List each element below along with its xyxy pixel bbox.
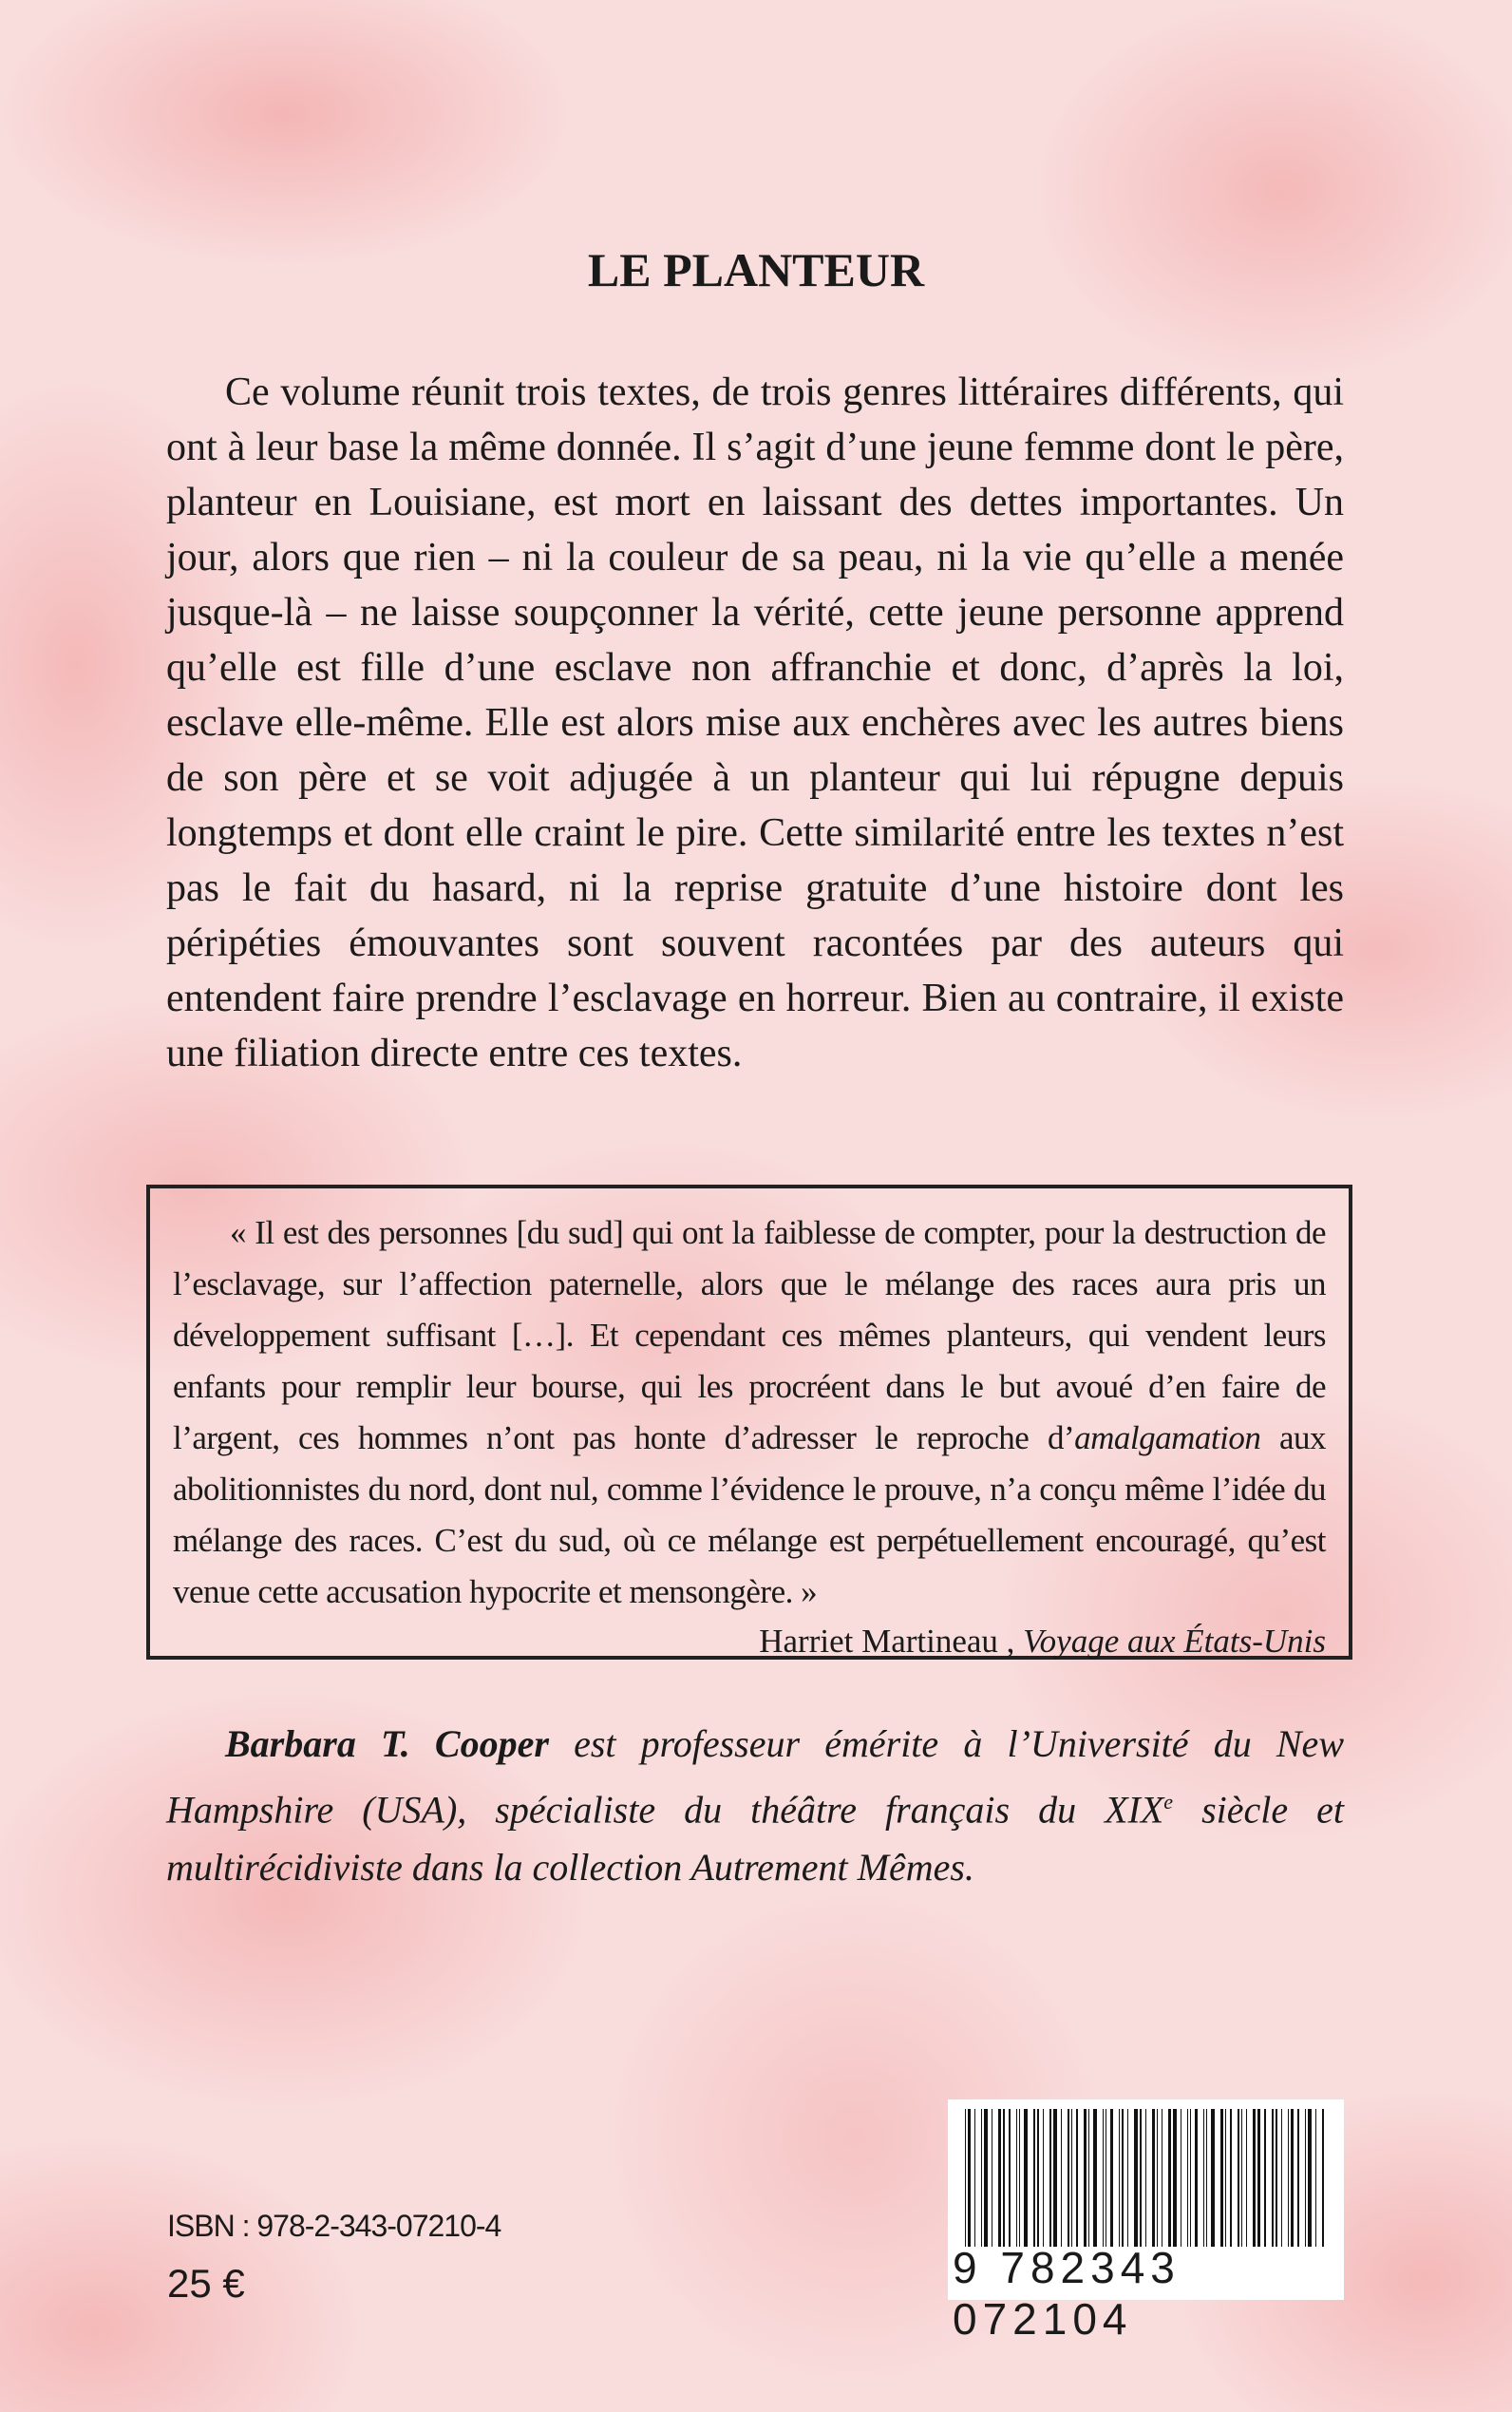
barcode-bar — [1134, 2109, 1138, 2247]
quote-source: Voyage aux États-Unis — [1023, 1623, 1326, 1660]
barcode-bars — [965, 2109, 1326, 2247]
barcode-bar — [1103, 2109, 1104, 2247]
barcode-bar — [1272, 2109, 1275, 2247]
barcode-bar — [1053, 2109, 1057, 2247]
quote-author: Harriet Martineau , — [759, 1623, 1015, 1660]
barcode-bar — [1246, 2109, 1247, 2247]
barcode-bar — [1206, 2109, 1207, 2247]
barcode-bar — [1157, 2109, 1158, 2247]
barcode-bar — [981, 2109, 982, 2247]
barcode-bar — [1211, 2109, 1215, 2247]
barcode-bar — [998, 2109, 1001, 2247]
barcode-bar — [1322, 2109, 1323, 2247]
summary-text: Ce volume réunit trois textes, de trois genres littéraires différents, qui ont à leur base la même donnée. Il s’agit d’une jeune femme dont le père, planteur en Louisiane, est mort en laissant des dettes importantes. Un jour, alors que rien – ni la couleur de sa peau, ni la vie qu’elle a menée jusque-là – ne laisse soupçonner la vérité, cette jeune personne apprend qu’elle est fille d’une esclave non affranchie et donc, d’après la loi, esclave elle-même. Elle est alors mise aux enchères avec les autres biens de son père et se voit adjugée à un planteur qui lui répugne depuis longtemps et dont elle craint le pire. Cette similarité entre les textes n’est pas le fait du hasard, ni la reprise gratuite d’une histoire dont les péripéties émouvantes sont souvent racontées par des auteurs qui entendent faire prendre l’esclavage en horreur. Bien au contraire, il existe une filiation directe entre ces textes. — [166, 370, 1344, 1075]
bio-sup: e — [1163, 1790, 1174, 1814]
quote-part: aux abolitionnistes du nord, dont nul, comme l’évidence le prouve, n’a conçu même l’idée du mélange des races. C’est du sud, où ce mélange est perpétuellement encouragé, qu’est venue cette accusation hypocrite et mensongère. » — [173, 1419, 1326, 1610]
barcode-bar — [1110, 2109, 1113, 2247]
barcode-bar — [1009, 2109, 1010, 2247]
barcode-bar — [1288, 2109, 1289, 2247]
barcode-bar — [1043, 2109, 1044, 2247]
barcode — [948, 2099, 1344, 2344]
barcode-bar — [1024, 2109, 1028, 2247]
barcode-bar — [1203, 2109, 1204, 2247]
barcode-bar — [1315, 2109, 1316, 2247]
barcode-bar — [1093, 2109, 1097, 2247]
barcode-bar — [1037, 2109, 1038, 2247]
barcode-bar — [1195, 2109, 1198, 2247]
barcode-bar — [1190, 2109, 1191, 2247]
barcode-bar — [1071, 2109, 1072, 2247]
barcode-bar — [965, 2109, 966, 2247]
barcode-bar — [1145, 2109, 1146, 2247]
barcode-bar — [1122, 2109, 1123, 2247]
barcode-bar — [1264, 2109, 1265, 2247]
quote-emphasis: amalgamation — [1074, 1419, 1261, 1456]
barcode-bar — [1088, 2109, 1089, 2247]
barcode-bar — [1281, 2109, 1282, 2247]
author-bio — [166, 1715, 1344, 1896]
barcode-bar — [1187, 2109, 1188, 2247]
bio-text: siècle et multirécidiviste dans la collection Autrement Mêmes. — [166, 1788, 1345, 1890]
quote-text — [173, 1207, 1326, 1618]
barcode-bar — [1061, 2109, 1062, 2247]
barcode-bar — [1168, 2109, 1171, 2247]
isbn: ISBN : 978-2-343-07210-4 — [167, 2209, 501, 2243]
barcode-bar — [1084, 2109, 1087, 2247]
barcode-bar — [1305, 2109, 1306, 2247]
barcode-digits: 9 782343 072104 — [953, 2243, 1181, 2344]
barcode-bar — [1152, 2109, 1155, 2247]
barcode-bar — [1291, 2109, 1294, 2247]
bio-text: est professeur émérite à l’Université du New Hampshire (USA), spécialiste du théâtre français du XIX — [166, 1722, 1344, 1832]
barcode-bar — [1257, 2109, 1261, 2247]
barcode-bar — [1049, 2109, 1052, 2247]
barcode-bar — [974, 2109, 975, 2247]
barcode-bar — [1140, 2109, 1143, 2247]
barcode-bar — [1076, 2109, 1079, 2247]
barcode-bar — [1297, 2109, 1300, 2247]
barcode-bar — [1308, 2109, 1312, 2247]
barcode-bar — [1253, 2109, 1256, 2247]
barcode-bar — [1019, 2109, 1020, 2247]
price: 25 € — [167, 2261, 245, 2306]
barcode-bar — [1225, 2109, 1226, 2247]
barcode-bar — [1241, 2109, 1242, 2247]
barcode-bar — [1119, 2109, 1120, 2247]
barcode-bar — [1173, 2109, 1177, 2247]
barcode-bar — [1230, 2109, 1233, 2247]
quote-part: « Il est des personnes [du sud] qui ont la faiblesse de compter, pour la destruction de l’esclavage, sur l’affection paternelle, alors que le mélange des races aura pris un développement suffisant […]. Et cependant ces mêmes planteurs, qui vendent leurs enfants pour remplir leur bourse, qui les procréent dans le but avoué d’en faire de l’argent, ces hommes n’ont pas honte d’adresser le reproche d’ — [173, 1214, 1326, 1456]
barcode-bar — [1003, 2109, 1006, 2247]
author-name: Barbara T. Cooper — [225, 1722, 549, 1765]
barcode-bar — [984, 2109, 988, 2247]
quote-attribution — [173, 1618, 1326, 1665]
barcode-bar — [1033, 2109, 1036, 2247]
barcode-bar — [968, 2109, 971, 2247]
quote-box — [146, 1185, 1352, 1660]
book-title: LE PLANTEUR — [587, 243, 925, 296]
barcode-bar — [1127, 2109, 1128, 2247]
barcode-bar — [1220, 2109, 1223, 2247]
barcode-bar — [1016, 2109, 1017, 2247]
